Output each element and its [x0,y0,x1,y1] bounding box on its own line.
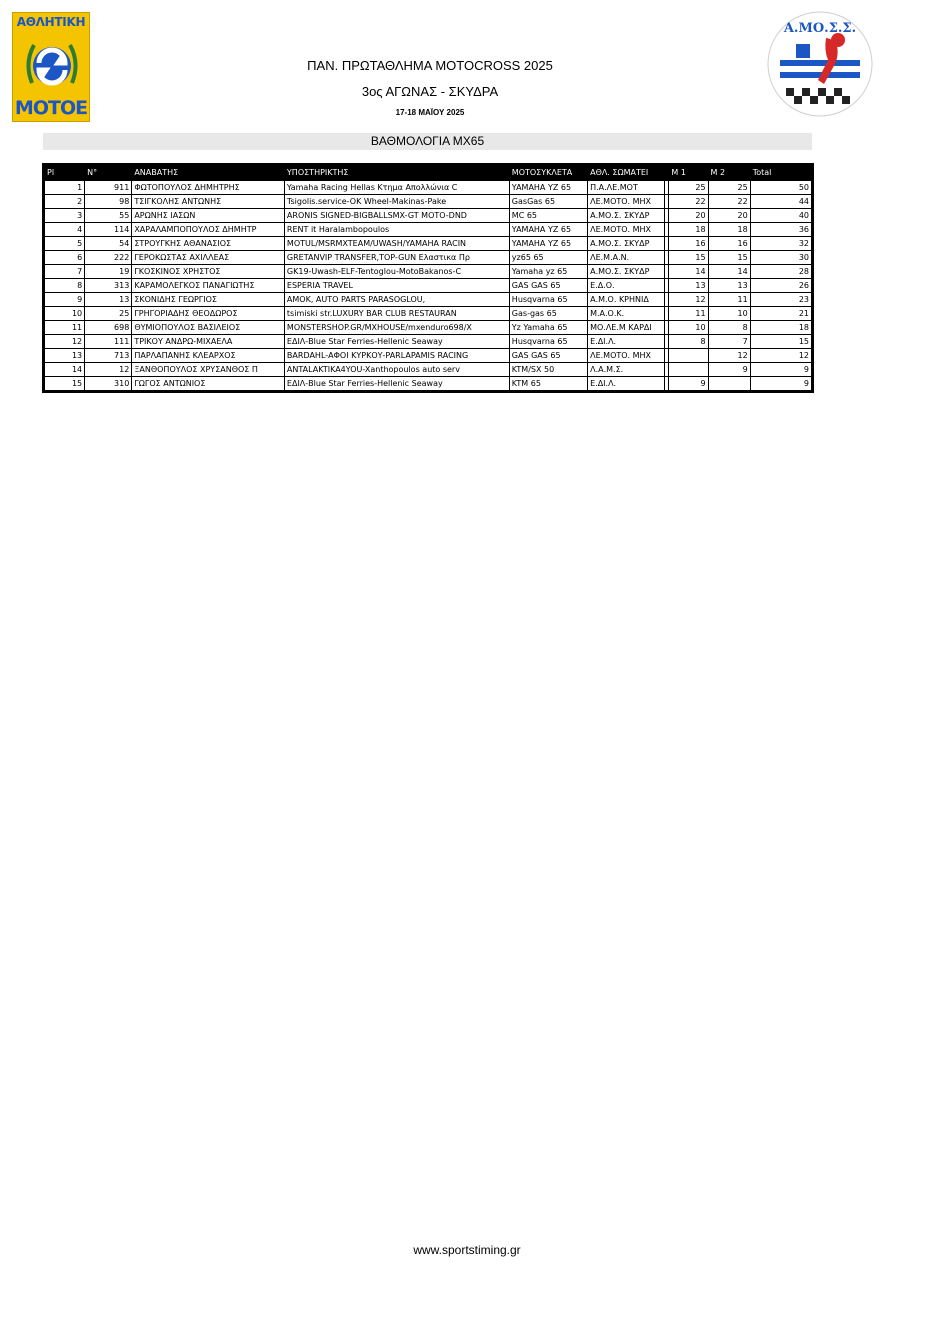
cell-moto1-points: 14 [669,265,708,279]
cell-rider-number: 313 [85,279,132,293]
cell-total-points: 30 [750,251,811,265]
table-row [45,279,812,293]
cell-total-points: 21 [750,307,811,321]
cell-total-points: 40 [750,209,811,223]
cell-motorcycle: Yz Yamaha 65 [509,321,587,335]
logo-bottom-text: ΜΟΤΟΕ [14,97,88,119]
table-row [45,181,812,195]
cell-sponsor: ANTALAKTIKA4YOU-Xanthopoulos auto serv [284,363,509,377]
cell-club: ΛΕ.Μ.Α.Ν. [588,251,665,265]
cell-rider-name: ΤΡΙΚΟΥ ΑΝΔΡΩ-ΜΙΧΑΕΛΑ [132,335,285,349]
cell-sponsor: Tsigolis.service-OK Wheel-Makinas-Pake [284,195,509,209]
cell-moto1-points: 22 [669,195,708,209]
cell-moto1-points: 20 [669,209,708,223]
cell-rider-number: 310 [85,377,132,391]
cell-motorcycle: MC 65 [509,209,587,223]
cell-motorcycle: Gas-gas 65 [509,307,587,321]
col-header-number: N° [85,165,132,181]
cell-sponsor: ΕΔΙΛ-Blue Star Ferries-Hellenic Seaway [284,377,509,391]
table-row [45,209,812,223]
cell-club: Ε.ΔΙ.Λ. [588,335,665,349]
cell-moto2-points: 18 [708,223,750,237]
cell-rider-name: ΞΑΝΘΟΠΟΥΛΟΣ ΧΡΥΣΑΝΘΟΣ Π [132,363,285,377]
cell-motorcycle: Husqvarna 65 [509,293,587,307]
cell-motorcycle: YAMAHA YZ 65 [509,223,587,237]
cell-rider-name: ΧΑΡΑΛΑΜΠΟΠΟΥΛΟΣ ΔΗΜΗΤΡ [132,223,285,237]
cell-moto1-points: 11 [669,307,708,321]
cell-total-points: 26 [750,279,811,293]
cell-position: 1 [45,181,85,195]
cell-moto2-points: 13 [708,279,750,293]
cell-rider-number: 911 [85,181,132,195]
event-date: 17-18 ΜΑΪΟΥ 2025 [395,108,465,117]
cell-motorcycle: KTM 65 [509,377,587,391]
cell-position: 6 [45,251,85,265]
cell-club: ΛΕ.ΜΟΤΟ. ΜΗΧ [588,349,665,363]
cell-total-points: 23 [750,293,811,307]
cell-motorcycle: Husqvarna 65 [509,335,587,349]
col-header-pl: Pl [45,165,85,181]
col-header-rider: ΑΝΑΒΑΤΗΣ [132,165,285,181]
cell-club: Α.ΜΟ.Σ. ΣΚΥΔΡ [588,265,665,279]
cell-rider-number: 25 [85,307,132,321]
federation-logo [12,12,90,122]
cell-moto1-points: 12 [669,293,708,307]
cell-rider-number: 13 [85,293,132,307]
cell-position: 13 [45,349,85,363]
cell-rider-name: ΠΑΡΛΑΠΑΝΗΣ ΚΛΕΑΡΧΟΣ [132,349,285,363]
cell-club: Α.ΜΟ.Σ. ΣΚΥΔΡ [588,237,665,251]
club-logo-text: Α.ΜΟ.Σ.Σ. [783,21,857,36]
table-row [45,195,812,209]
cell-moto2-points: 10 [708,307,750,321]
cell-rider-name: ΦΩΤΟΠΟΥΛΟΣ ΔΗΜΗΤΡΗΣ [132,181,285,195]
cell-sponsor: BARDAHL-ΑΦΟΙ ΚΥΡΚΟΥ-PARLAPAMIS RACING [284,349,509,363]
cell-motorcycle: Yamaha yz 65 [509,265,587,279]
cell-club: ΜΟ.ΛΕ.Μ ΚΑΡΔΙ [588,321,665,335]
section-title: ΒΑΘΜΟΛΟΓΙΑ MX65 [43,133,812,150]
cell-position: 11 [45,321,85,335]
cell-total-points: 12 [750,349,811,363]
cell-sponsor: RENT it Haralambopoulos [284,223,509,237]
table-row [45,223,812,237]
cell-sponsor: ARONIS SIGNED-BIGBALLSMX-GT MOTO-DND [284,209,509,223]
cell-rider-number: 19 [85,265,132,279]
cell-position: 9 [45,293,85,307]
cell-position: 14 [45,363,85,377]
cell-total-points: 32 [750,237,811,251]
cell-position: 4 [45,223,85,237]
standings-table [42,163,814,393]
cell-motorcycle: YAMAHA YZ 65 [509,237,587,251]
cell-position: 7 [45,265,85,279]
table-row [45,321,812,335]
table-header-row [45,165,812,181]
cell-rider-name: ΘΥΜΙΟΠΟΥΛΟΣ ΒΑΣΙΛΕΙΟΣ [132,321,285,335]
cell-motorcycle: KTM/SX 50 [509,363,587,377]
col-header-club: ΑΘΛ. ΣΩΜΑΤΕΙ [588,165,665,181]
cell-rider-number: 114 [85,223,132,237]
cell-rider-number: 713 [85,349,132,363]
cell-motorcycle: YAMAHA YZ 65 [509,181,587,195]
footer-website: www.sportstiming.gr [413,1243,521,1257]
cell-club: Μ.Α.Ο.Κ. [588,307,665,321]
table-row [45,307,812,321]
championship-title: ΠΑΝ. ΠΡΩΤΑΘΛΗΜΑ MOTOCROSS 2025 [307,58,553,73]
cell-rider-number: 222 [85,251,132,265]
cell-club: Α.ΜΟ.Σ. ΣΚΥΔΡ [588,209,665,223]
club-logo [766,10,874,118]
cell-sponsor: ESPERIA TRAVEL [284,279,509,293]
cell-moto2-points: 16 [708,237,750,251]
cell-club: Ε.Δ.Ο. [588,279,665,293]
cell-position: 15 [45,377,85,391]
cell-motorcycle: GAS GAS 65 [509,279,587,293]
cell-club: Ε.ΔΙ.Λ. [588,377,665,391]
cell-rider-name: ΑΡΩΝΗΣ ΙΑΣΩΝ [132,209,285,223]
cell-total-points: 36 [750,223,811,237]
cell-sponsor: GK19-Uwash-ELF-Tentoglou-MotoBakanos-C [284,265,509,279]
col-header-total: Total [750,165,811,181]
cell-sponsor: MOTUL/MSRMXTEAM/UWASH/YAMAHA RACIN [284,237,509,251]
cell-club: Λ.Α.Μ.Σ. [588,363,665,377]
cell-sponsor: tsimiski str.LUXURY BAR CLUB RESTAURAN [284,307,509,321]
cell-moto2-points: 8 [708,321,750,335]
cell-position: 5 [45,237,85,251]
cell-rider-name: ΓΕΡΟΚΩΣΤΑΣ ΑΧΙΛΛΕΑΣ [132,251,285,265]
cell-rider-name: ΓΚΟΣΚΙΝΟΣ ΧΡΗΣΤΟΣ [132,265,285,279]
cell-moto1-points: 9 [669,377,708,391]
table-row [45,349,812,363]
cell-total-points: 44 [750,195,811,209]
cell-total-points: 9 [750,363,811,377]
cell-total-points: 50 [750,181,811,195]
cell-moto2-points: 15 [708,251,750,265]
cell-rider-number: 698 [85,321,132,335]
cell-moto1-points: 8 [669,335,708,349]
cell-moto1-points: 13 [669,279,708,293]
cell-rider-name: ΤΣΙΓΚΟΛΗΣ ΑΝΤΩΝΗΣ [132,195,285,209]
cell-moto1-points: 16 [669,237,708,251]
cell-club: ΛΕ.ΜΟΤΟ. ΜΗΧ [588,195,665,209]
table-row [45,335,812,349]
cell-sponsor: GRETANVIP TRANSFER,TOP-GUN Ελαστικα Πρ [284,251,509,265]
cell-rider-number: 55 [85,209,132,223]
cell-rider-name: ΓΩΓΟΣ ΑΝΤΩΝΙΟΣ [132,377,285,391]
table-row [45,293,812,307]
table-row [45,363,812,377]
event-title: 3ος ΑΓΩΝΑΣ - ΣΚΥΔΡΑ [361,84,499,99]
cell-moto1-points: 10 [669,321,708,335]
cell-moto1-points: 15 [669,251,708,265]
cell-moto2-points: 22 [708,195,750,209]
cell-sponsor: MONSTERSHOP.GR/MXHOUSE/mxenduro698/X [284,321,509,335]
col-header-m1: M 1 [669,165,708,181]
cell-total-points: 18 [750,321,811,335]
cell-moto2-points: 9 [708,363,750,377]
table-row [45,265,812,279]
col-header-m2: M 2 [708,165,750,181]
cell-moto2-points [708,377,750,391]
cell-club: ΛΕ.ΜΟΤΟ. ΜΗΧ [588,223,665,237]
cell-position: 2 [45,195,85,209]
cell-total-points: 28 [750,265,811,279]
cell-moto1-points: 25 [669,181,708,195]
cell-rider-name: ΓΡΗΓΟΡΙΑΔΗΣ ΘΕΟΔΩΡΟΣ [132,307,285,321]
cell-rider-name: ΚΑΡΑΜΟΛΕΓΚΟΣ ΠΑΝΑΓΙΩΤΗΣ [132,279,285,293]
table-body [45,181,812,391]
cell-moto2-points: 14 [708,265,750,279]
cell-moto2-points: 7 [708,335,750,349]
cell-position: 12 [45,335,85,349]
cell-moto1-points [669,363,708,377]
cell-position: 3 [45,209,85,223]
logo-top-text: ΑΘΛΗΤΙΚΗ [16,15,86,29]
cell-moto2-points: 25 [708,181,750,195]
wreath-emblem-icon [22,33,82,95]
cell-motorcycle: yz65 65 [509,251,587,265]
cell-club: Α.Μ.Ο. ΚΡΗΝΙΔ [588,293,665,307]
cell-moto2-points: 12 [708,349,750,363]
table-row [45,377,812,391]
cell-motorcycle: GAS GAS 65 [509,349,587,363]
cell-rider-number: 54 [85,237,132,251]
cell-moto2-points: 20 [708,209,750,223]
cell-total-points: 15 [750,335,811,349]
table-row [45,237,812,251]
cell-moto2-points: 11 [708,293,750,307]
cell-total-points: 9 [750,377,811,391]
cell-sponsor: Yamaha Racing Hellas Κτημα Απολλώνια C [284,181,509,195]
cell-rider-number: 98 [85,195,132,209]
cell-rider-number: 12 [85,363,132,377]
col-header-sponsor: ΥΠΟΣΤΗΡΙΚΤΗΣ [284,165,509,181]
col-header-bike: ΜΟΤΟΣΥΚΛΕΤΑ [509,165,587,181]
cell-club: Π.Α.ΛΕ.ΜΟΤ [588,181,665,195]
table-row [45,251,812,265]
cell-position: 10 [45,307,85,321]
cell-motorcycle: GasGas 65 [509,195,587,209]
cell-sponsor: ΕΔΙΛ-Blue Star Ferries-Hellenic Seaway [284,335,509,349]
cell-moto1-points: 18 [669,223,708,237]
cell-rider-name: ΣΤΡΟΥΓΚΗΣ ΑΘΑΝΑΣΙΟΣ [132,237,285,251]
cell-rider-name: ΣΚΟΝΙΔΗΣ ΓΕΩΡΓΙΟΣ [132,293,285,307]
cell-rider-number: 111 [85,335,132,349]
cell-moto1-points [669,349,708,363]
cell-sponsor: AMOK, AUTO PARTS PARASOGLOU, [284,293,509,307]
cell-position: 8 [45,279,85,293]
